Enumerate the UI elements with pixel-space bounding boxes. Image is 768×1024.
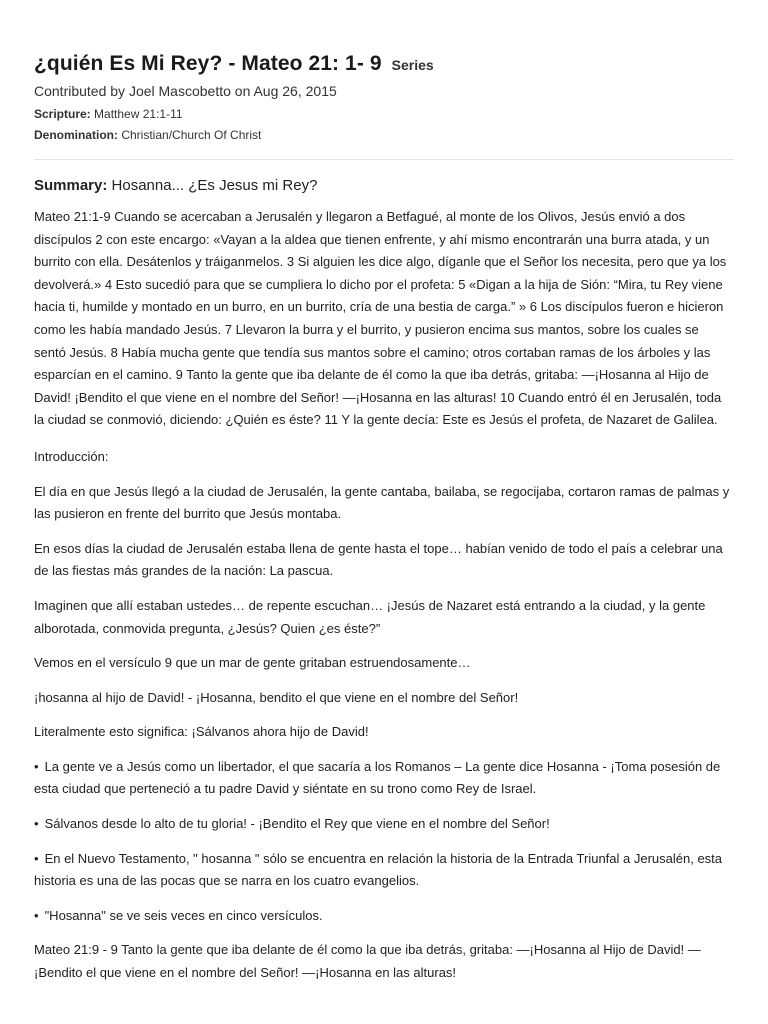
summary-text: Hosanna... ¿Es Jesus mi Rey? bbox=[111, 177, 318, 194]
summary-label: Summary: bbox=[34, 177, 108, 194]
scripture-label: Scripture: bbox=[34, 107, 91, 121]
series-link[interactable]: Series bbox=[391, 57, 434, 73]
bullet-text: En el Nuevo Testamento, " hosanna " sólo se encuentra en relación la historia de la Entrada Triunfal a Jerusalén, esta historia es una de las pocas que se narra en los cuatro evangelios. bbox=[34, 850, 723, 889]
paragraph: Imaginen que allí estaban ustedes… de repente escuchan… ¡Jesús de Nazaret está entrando a la ciudad, y la gente alborotada, conmovida pregunta, ¿Jesús? Quien ¿es éste?” bbox=[34, 597, 706, 636]
paragraph: El día en que Jesús llegó a la ciudad de Jerusalén, la gente cantaba, bailaba, se regocijaba, cortaron ramas de palmas y las pusieron en frente del burrito que Jesús montaba. bbox=[34, 483, 730, 522]
scripture-line bbox=[34, 105, 734, 123]
paragraph: Vemos en el versículo 9 que un mar de gente gritaban estruendosamente… bbox=[34, 655, 471, 671]
header-divider bbox=[34, 159, 734, 160]
title-row bbox=[34, 52, 734, 76]
bullet-mark: • bbox=[34, 907, 39, 923]
paragraph: Introducción: bbox=[34, 448, 109, 464]
bullet-item bbox=[34, 813, 734, 836]
scripture-value[interactable]: Matthew 21:1-11 bbox=[94, 107, 183, 121]
bullet-text: Sálvanos desde lo alto de tu gloria! - ¡Bendito el Rey que viene en el nombre del Señor! bbox=[44, 816, 550, 832]
bullet-mark: • bbox=[34, 850, 39, 866]
paragraph: En esos días la ciudad de Jerusalén estaba llena de gente hasta el tope… habían venido de todo el país a celebrar una de las fiestas más grandes de la nación: La pascua. bbox=[34, 540, 723, 579]
sermon-body bbox=[34, 206, 734, 985]
denomination-value[interactable]: Christian/Church Of Christ bbox=[121, 128, 262, 142]
bullet-item bbox=[34, 905, 734, 928]
contributor-line: Contributed by Joel Mascobetto on Aug 26, 2015 bbox=[34, 83, 337, 99]
paragraph: ¡hosanna al hijo de David! - ¡Hosanna, bendito el que viene en el nombre del Señor! bbox=[34, 689, 519, 705]
denomination-line bbox=[34, 126, 734, 144]
bullet-mark: • bbox=[34, 816, 39, 832]
bullet-mark: • bbox=[34, 758, 39, 774]
bullet-item bbox=[34, 756, 734, 801]
paragraph: Literalmente esto significa: ¡Sálvanos ahora hijo de David! bbox=[34, 724, 369, 740]
scripture-passage: Mateo 21:1-9 Cuando se acercaban a Jerusalén y llegaron a Betfagué, al monte de los Olivos, Jesús envió a dos discípulos 2 con este encargo: «Vayan a la aldea que tienen enfrente, y ahí mismo encontrarán una burra atada, y un burrito con ella. Desátenlos y tráiganmelos. 3 Si alguien les dice algo, díganle que el Señor los necesita, pero que ya los devolverá.» 4 Esto sucedió para que se cumpliera lo dicho por el profeta: 5 «Digan a la hija de Sión: “Mira, tu Rey viene hacia ti, humilde y montado en un burro, en un burrito, cría de una bestia de carga.” » 6 Los discípulos fueron e hicieron como les había mandado Jesús. 7 Llevaron la burra y el burrito, y pusieron encima sus mantos, sobre los cuales se sentó Jesús. 8 Había mucha gente que tendía sus mantos sobre el camino; otros cortaban ramas de los árboles y las esparcían en el camino. 9 Tanto la gente que iba delante de él como la que iba detrás, gritaba: —¡Hosanna al Hijo de David! ¡Bendito el que viene en el nombre del Señor! —¡Hosanna en las alturas! 10 Cuando entró él en Jerusalén, toda la ciudad se conmovió, diciendo: ¿Quién es éste? 11 Y la gente decía: Este es Jesús el profeta, de Nazaret de Galilea. bbox=[34, 209, 727, 428]
bullet-text: La gente ve a Jesús como un libertador, el que sacaría a los Romanos – La gente dice Hosanna - ¡Toma posesión de esta ciudad que perteneció a tu padre David y siéntate en su trono como Rey de Israel. bbox=[34, 758, 721, 797]
sermon-title: ¿quién Es Mi Rey? - Mateo 21: 1- 9 bbox=[34, 52, 382, 75]
summary bbox=[34, 176, 734, 196]
bullet-text: "Hosanna" se ve seis veces en cinco versículos. bbox=[44, 907, 323, 923]
denomination-label: Denomination: bbox=[34, 128, 118, 142]
bullet-item bbox=[34, 848, 734, 893]
closing-verse: Mateo 21:9 - 9 Tanto la gente que iba delante de él como la que iba detrás, gritaba: —¡Hosanna al Hijo de David! —¡Bendito el que viene en el nombre del Señor! —¡Hosanna en las alturas! bbox=[34, 942, 701, 981]
